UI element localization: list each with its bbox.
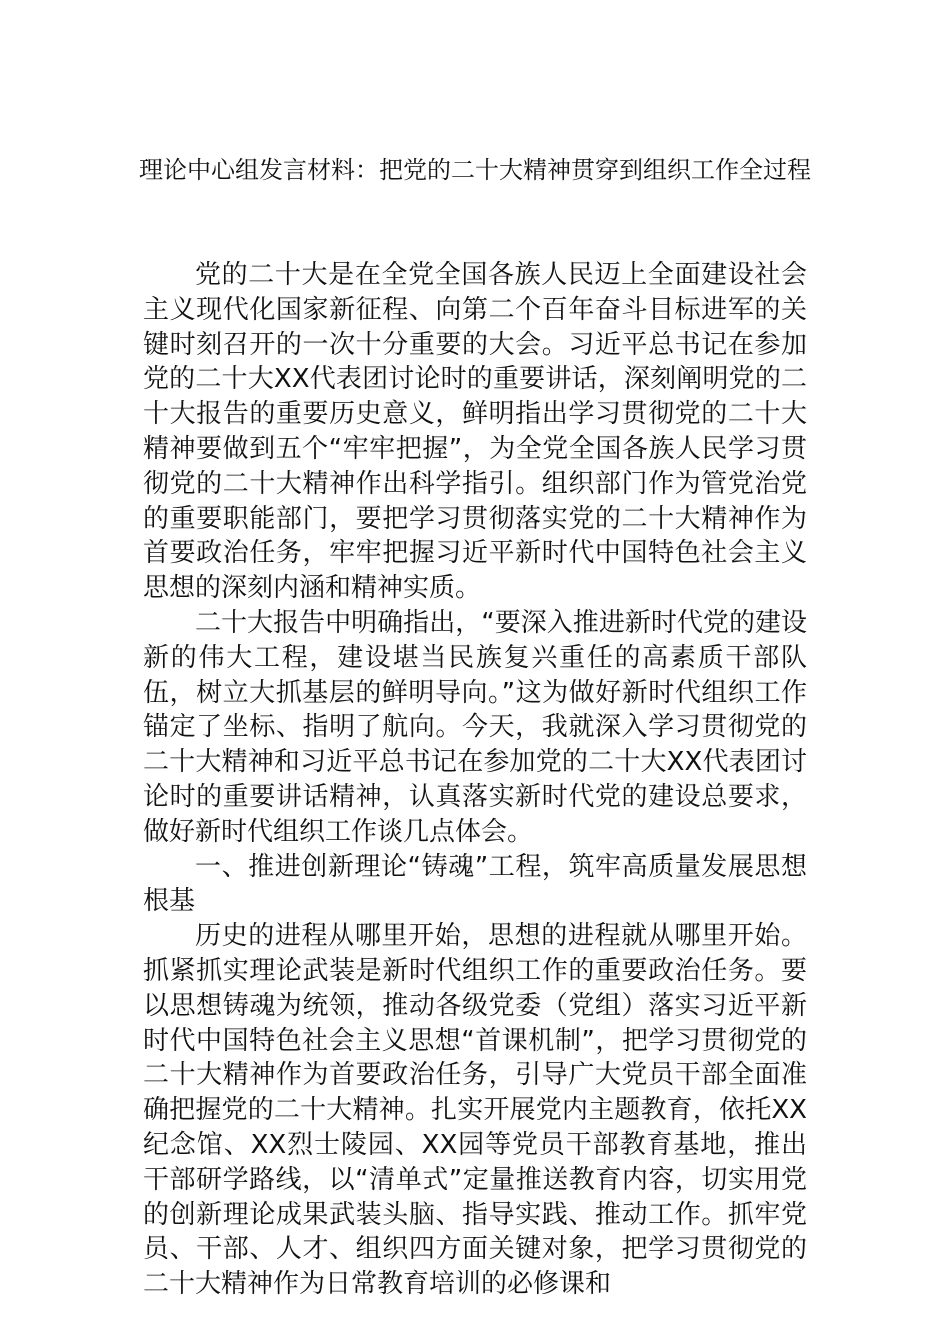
document-body — [143, 258, 807, 1302]
section-heading-1: 一、推进创新理论“铸魂”工程，筑牢高质量发展思想根基 — [143, 851, 807, 917]
document-title: 理论中心组发言材料：把党的二十大精神贯穿到组织工作全过程 — [139, 156, 811, 184]
paragraph-report: 二十大报告中明确指出，“要深入推进新时代党的建设新的伟大工程，建设堪当民族复兴重任的高素质干部队伍，树立大抓基层的鲜明导向。”这为做好新时代组织工作锚定了坐标、指明了航向。今天，我就深入学习贯彻党的二十大精神和习近平总书记在参加党的二十大XX代表团讨论时的重要讲话精神，认真落实新时代党的建设总要求，做好新时代组织工作谈几点体会。 — [143, 607, 807, 847]
paragraph-intro: 党的二十大是在全党全国各族人民迈上全面建设社会主义现代化国家新征程、向第二个百年奋斗目标进军的关键时刻召开的一次十分重要的大会。习近平总书记在参加党的二十大XX代表团讨论时的重要讲话，深刻阐明党的二十大报告的重要历史意义，鲜明指出学习贯彻党的二十大精神要做到五个“牢牢把握”，为全党全国各族人民学习贯彻党的二十大精神作出科学指引。组织部门作为管党治党的重要职能部门，要把学习贯彻落实党的二十大精神作为首要政治任务，牢牢把握习近平新时代中国特色社会主义思想的深刻内涵和精神实质。 — [143, 260, 807, 604]
paragraph-section-1: 历史的进程从哪里开始，思想的进程就从哪里开始。抓紧抓实理论武装是新时代组织工作的重要政治任务。要以思想铸魂为统领，推动各级党委（党组）落实习近平新时代中国特色社会主义思想“首课机制”，把学习贯彻党的二十大精神作为首要政治任务，引导广大党员干部全面准确把握党的二十大精神。扎实开展党内主题教育，依托XX纪念馆、XX烈士陵园、XX园等党员干部教育基地，推出干部研学路线，以“清单式”定量推送教育内容，切实用党的创新理论成果武装头脑、指导实践、推动工作。抓牢党员、干部、人才、组织四方面关键对象，把学习贯彻党的二十大精神作为日常教育培训的必修课和 — [143, 921, 807, 1300]
